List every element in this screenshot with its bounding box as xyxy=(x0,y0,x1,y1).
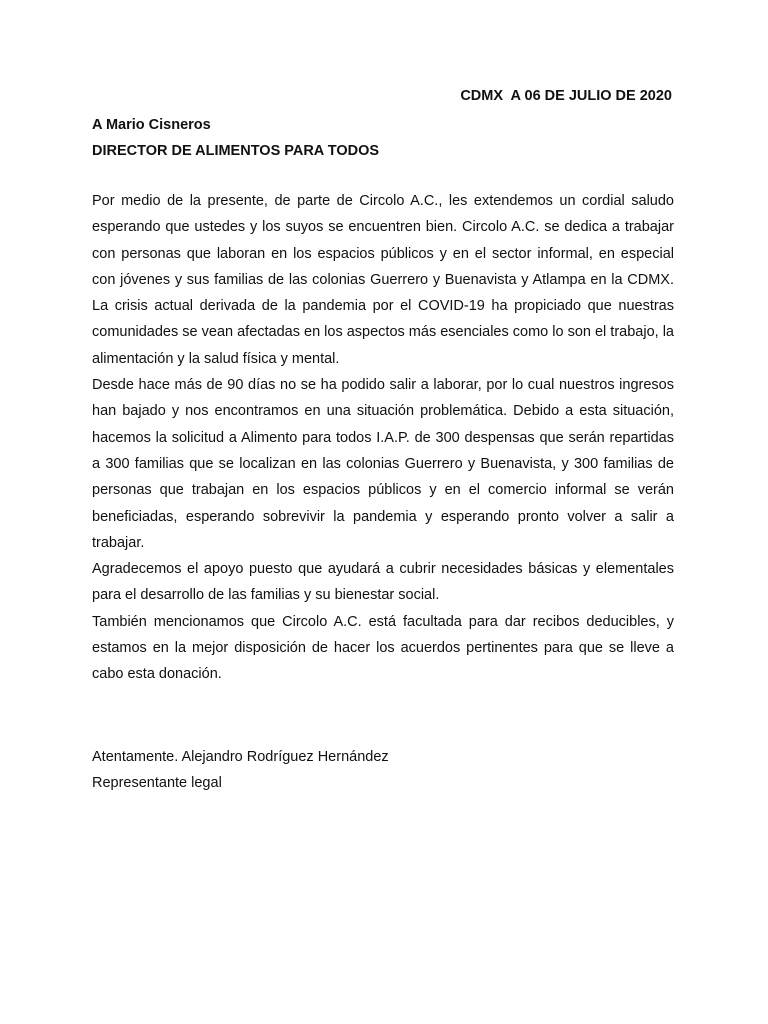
body-paragraph: Por medio de la presente, de parte de Circolo A.C., les extendemos un cordial saludo esperando que ustedes y los suyos se encuentren bien. Circolo A.C. se dedica a trabajar con personas que laboran en los espacios públicos y en el sector informal, en especial con jóvenes y sus familias de las colonias Guerrero y Buenavista y Atlampa en la CDMX. La crisis actual derivada de la pandemia por el COVID-19 ha propiciado que nuestras comunidades se vean afectadas en los aspectos más esenciales como lo son el trabajo, la alimentación y la salud física y mental. xyxy=(92,193,674,367)
recipient-title: DIRECTOR DE ALIMENTOS PARA TODOS xyxy=(92,143,380,159)
recipient-name: A Mario Cisneros xyxy=(92,117,211,133)
body-paragraph: Agradecemos el apoyo puesto que ayudará a cubrir necesidades básicas y elementales para el desarrollo de las familias y su bienestar social. xyxy=(92,561,674,604)
letter-date: CDMX A 06 DE JULIO DE 2020 xyxy=(460,88,672,104)
recipient-block xyxy=(92,112,676,164)
body-paragraph: Desde hace más de 90 días no se ha podido salir a laborar, por lo cual nuestros ingresos han bajado y nos encontramos en una situación problemática. Debido a esta situación, hacemos la solicitud a Alimento para todos I.A.P. de 300 despensas que serán repartidas a 300 familias que se localizan en las colonias Guerrero y Buenavista, y 300 familias de personas que trabajan en los espacios públicos y en el comercio informal se verán beneficiadas, esperando sobrevivir la pandemia y esperando pronto volver a salir a trabajar. xyxy=(92,377,674,551)
body-paragraph: También mencionamos que Circolo A.C. está facultada para dar recibos deducibles, y estamos en la mejor disposición de hacer los acuerdos pertinentes para que se lleve a cabo esta donación. xyxy=(92,613,674,683)
closing-signature: Atentamente. Alejandro Rodríguez Hernández xyxy=(92,749,389,765)
closing-block xyxy=(92,744,674,796)
signer-role: Representante legal xyxy=(92,775,222,791)
letter-body xyxy=(92,160,674,688)
